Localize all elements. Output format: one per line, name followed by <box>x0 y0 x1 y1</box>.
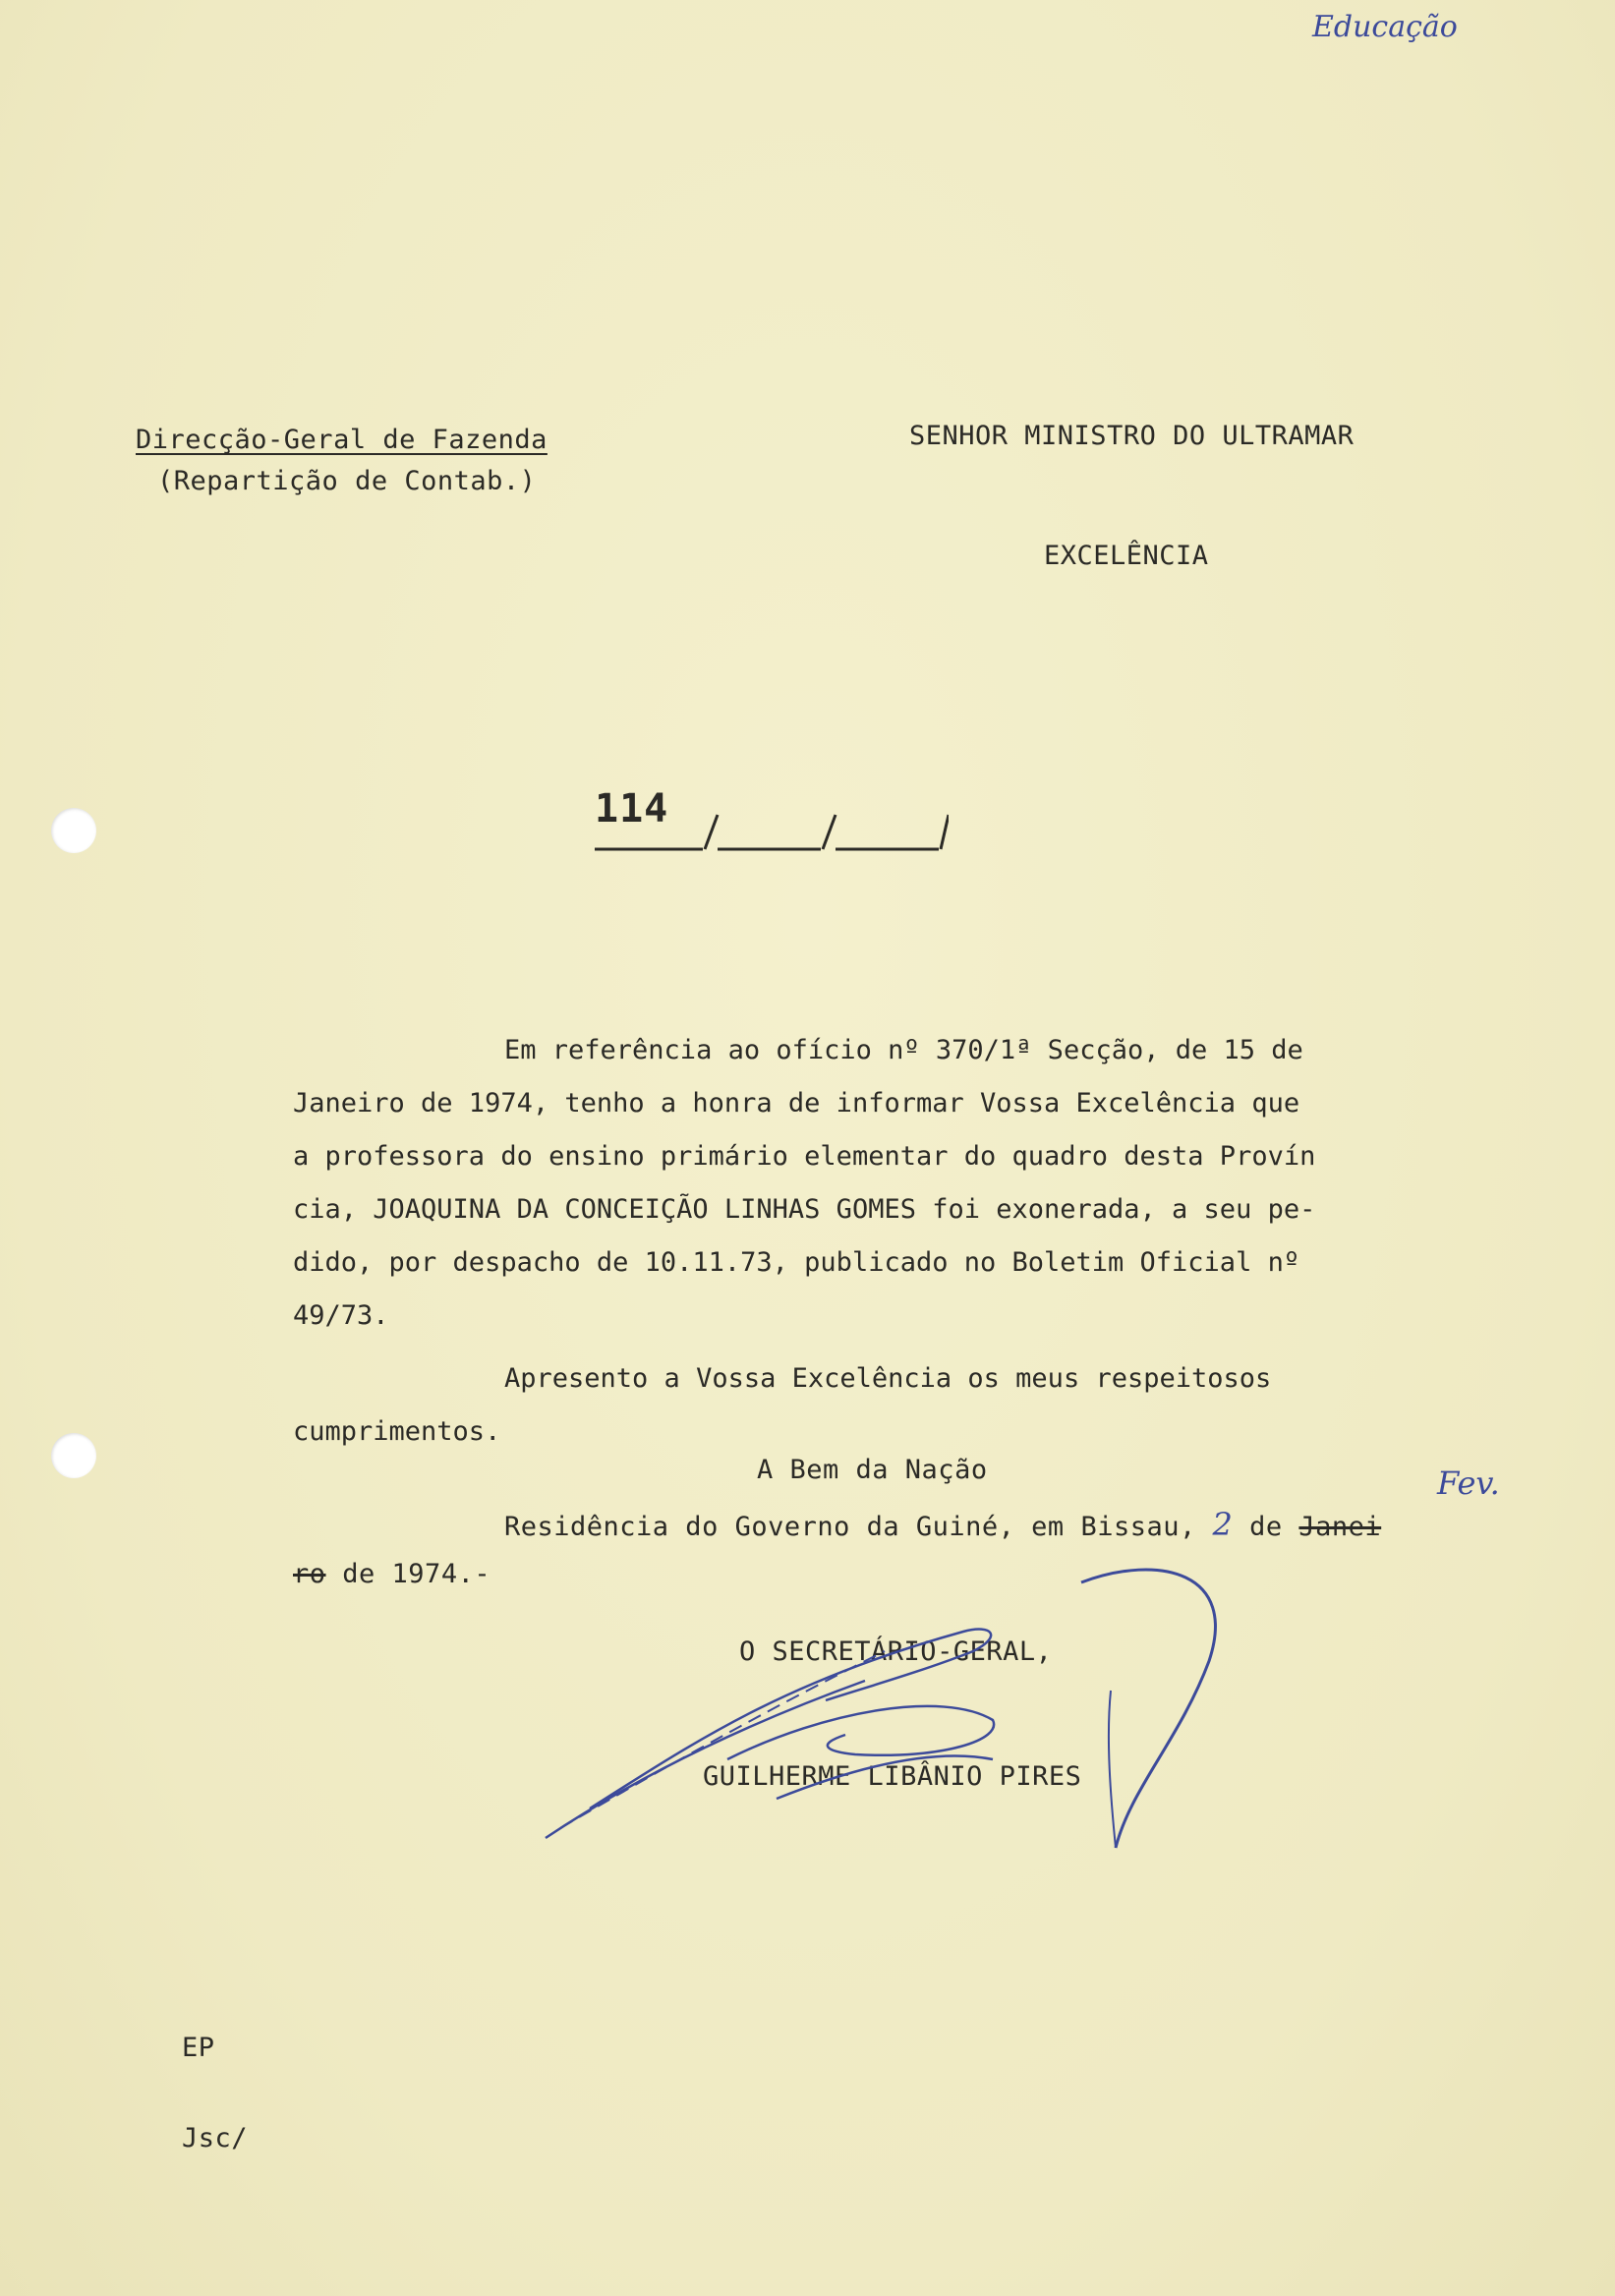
handwritten-day: 2 <box>1212 1506 1234 1543</box>
body-line: dido, por despacho de 10.11.73, publicado no Boletim Oficial nº <box>293 1247 1300 1278</box>
handwritten-month: Fev. <box>1437 1464 1500 1502</box>
closing-motto: A Bem da Nação <box>757 1455 988 1485</box>
addressee: SENHOR MINISTRO DO ULTRAMAR <box>909 421 1355 451</box>
department-name: Direcção-Geral de Fazenda <box>136 425 548 455</box>
body-line: Janeiro de 1974, tenho a honra de informar Vossa Excelência que <box>293 1088 1300 1119</box>
date-year-line <box>293 1559 490 1589</box>
punch-hole-upper <box>51 808 96 853</box>
department-section: (Repartição de Contab.) <box>157 466 537 496</box>
place-date-prefix: Residência do Governo da Guiné, em Bissau, <box>504 1512 1196 1542</box>
struck-month: Janei <box>1298 1512 1382 1542</box>
body-line: Em referência ao ofício nº 370/1ª Secção, de 15 de <box>504 1035 1303 1065</box>
body-paragraph-1 <box>293 1024 1512 1343</box>
date-de: de <box>1249 1512 1283 1542</box>
footer-typist: Jsc/ <box>182 2123 249 2153</box>
body-line: Apresento a Vossa Excelência os meus respeitosos <box>504 1363 1272 1394</box>
punch-hole-lower <box>51 1433 96 1478</box>
date-year: de 1974.- <box>342 1559 491 1589</box>
reference-blank-slots <box>595 801 949 860</box>
handwritten-signature <box>531 1543 1239 1877</box>
reference-number: 114 <box>595 786 669 832</box>
salutation: EXCELÊNCIA <box>1044 541 1209 571</box>
struck-month-end: ro <box>293 1559 326 1589</box>
body-line: 49/73. <box>293 1300 389 1331</box>
signer-title: O SECRETÁRIO-GERAL, <box>739 1636 1053 1667</box>
place-date-line <box>504 1506 1381 1543</box>
body-paragraph-2 <box>293 1352 1512 1459</box>
margin-note: Educação <box>1312 10 1458 44</box>
body-line: cumprimentos. <box>293 1416 501 1447</box>
footer-initials: EP <box>182 2033 215 2063</box>
body-line: a professora do ensino primário elementar do quadro desta Provín <box>293 1141 1316 1172</box>
body-line: cia, JOAQUINA DA CONCEIÇÃO LINHAS GOMES foi exonerada, a seu pe- <box>293 1194 1316 1225</box>
signer-name: GUILHERME LIBÂNIO PIRES <box>703 1761 1082 1792</box>
